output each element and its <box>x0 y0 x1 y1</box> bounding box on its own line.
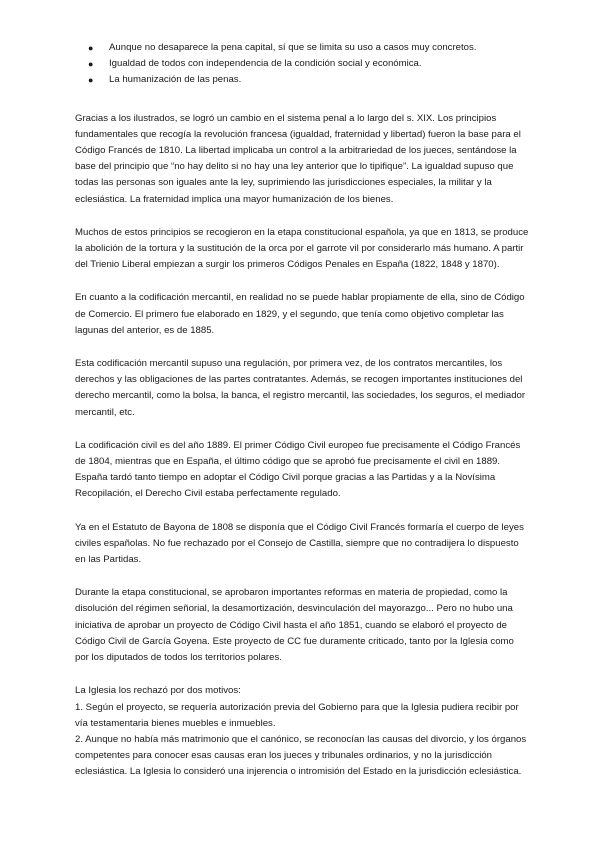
bullet-icon: ● <box>88 43 94 53</box>
list-item <box>75 40 530 56</box>
bullet-icon: ● <box>88 59 94 70</box>
church-reason-1: 1. Según el proyecto, se requería autorización previa del Gobierno para que la Iglesia pudiera recibir por vía testamentaria bienes muebles e inmuebles. <box>75 701 519 729</box>
church-reasons-intro: La Iglesia los rechazó por dos motivos: <box>75 685 241 697</box>
list-item <box>75 56 530 72</box>
bullet-list <box>75 40 530 89</box>
list-item <box>75 72 530 88</box>
list-item-text: La humanización de las penas. <box>109 74 242 86</box>
paragraph-bayona-statute: Ya en el Estatuto de Bayona de 1808 se disponía que el Código Civil Francés formaría el cuerpo de leyes civiles españolas. No fue rechazado por el Consejo de Castilla, siempre que no contradijera lo dispuesto en las Partidas. <box>75 521 524 566</box>
paragraph-commercial-regulation: Esta codificación mercantil supuso una regulación, por primera vez, de los contratos mercantiles, los derechos y las obligaciones de las partes contratantes. Además, se recogen importantes instituciones del derecho mercantil, como la bolsa, la banca, el registro mercantil, las sociedades, los seguros, el mediador mercantil, etc. <box>75 358 526 418</box>
paragraph-property-reforms: Durante la etapa constitucional, se aprobaron importantes reformas en materia de propiedad, como la disolución del régimen señorial, la desamortización, desvinculación del mayorazgo... Pero no hubo una iniciativa de aprobar un proyecto de Código Civil hasta el año 1851, cuando se elaboró el proyecto de Código Civil de García Goyena. Este proyecto de CC fue duramente criticado, tanto por la Iglesia como por los diputados de todos los territorios polares. <box>75 587 514 664</box>
paragraph-commercial-codification: En cuanto a la codificación mercantil, en realidad no se puede hablar propiamente de ella, sino de Código de Comercio. El primero fue elaborado en 1829, y el segundo, que tenía como objetivo completar las lagunas del anterior, es de 1885. <box>75 292 525 336</box>
paragraph-penal-system: Gracias a los ilustrados, se logró un cambio en el sistema penal a lo largo del s. XIX. Los principios fundamentales que recogía la revolución francesa (igualdad, fraternidad y libertad) fueron la base para el Código Francés de 1810. La libertad implicaba un control a la arbitrariedad de los jueces, sentándose la base del principio que “no hay delito si no hay una ley anterior que lo tipifique”. La igualdad supuso que todas las personas son iguales ante la ley, suprimiendo las jurisdicciones especiales, la militar y la eclesiástica. La fraternidad implica una mayor humanización de los bienes. <box>75 112 521 205</box>
list-item-text: Aunque no desaparece la pena capital, sí que se limita su uso a casos muy concretos. <box>109 42 477 53</box>
paragraph-civil-codification: La codificación civil es del año 1889. El primer Código Civil europeo fue precisamente el Código Francés de 1804, mientras que en España, el último código que se aprobó fue precisamente el civil en 1889. España tardó tanto tiempo en adoptar el Código Civil porque gracias a las Partidas y a la Novísima Recopilación, el Derecho Civil estaba perfectamente regulado. <box>75 439 521 500</box>
list-item-text: Igualdad de todos con independencia de la condición social y económica. <box>109 58 422 70</box>
church-reason-2: 2. Aunque no había más matrimonio que el canónico, se reconocían las causas del divorcio, y los órganos competentes para conocer esas causas eran los jueces y tribunales ordinarios, y no la jurisdicción eclesiástica. La Iglesia lo consideró una injerencia o intromisión del Estado en la jurisdicción eclesiástica. <box>75 733 527 778</box>
document-page <box>75 40 530 781</box>
paragraph-constitutional-stage: Muchos de estos principios se recogieron en la etapa constitucional española, ya que en 1813, se produce la abolición de la tortura y la sustitución de la orca por el garrote vil por considerarlo más humano. A partir del Trienio Liberal empiezan a surgir los primeros Códigos Penales en España (1822, 1848 y 1870). <box>75 226 529 271</box>
bullet-icon: ● <box>88 75 94 86</box>
